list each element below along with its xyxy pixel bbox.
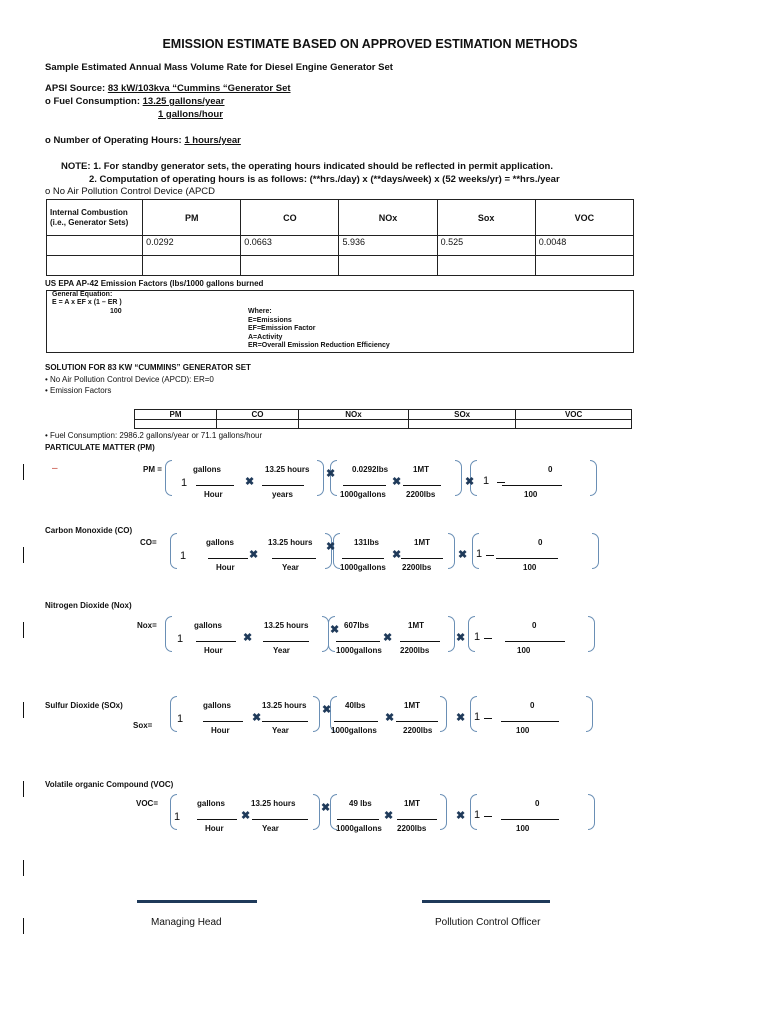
table-header-cell: SOx (408, 410, 515, 420)
numerator-1mt: 1MT (413, 465, 429, 474)
fraction-bar (403, 485, 441, 486)
numerator-gallons: gallons (194, 621, 223, 630)
fuel-label: o Fuel Consumption: (45, 96, 140, 107)
denominator-1000-gallons: 1000gallons (336, 824, 382, 833)
table-header-cell: PM (135, 410, 217, 420)
multiply-icon: ✖ (458, 549, 468, 561)
denominator-100: 100 (517, 646, 531, 655)
denominator-year: Year (282, 563, 299, 572)
numerator-hours: 13.25 hours (268, 538, 313, 547)
denominator-1000-gallons: 1000gallons (340, 490, 386, 499)
table-cell: 0.0048 (535, 236, 633, 256)
apsi-label: APSI Source: (45, 83, 106, 94)
hours-label: o Number of Operating Hours: (45, 135, 182, 146)
paren-right (588, 616, 595, 652)
fraction-bar (334, 721, 378, 722)
denominator-1000-gallons: 1000gallons (340, 563, 386, 572)
multiply-icon: ✖ (392, 549, 402, 561)
minus-sign (484, 638, 492, 639)
factor-summary-table (134, 409, 632, 429)
numerator-hours: 13.25 hours (262, 701, 307, 710)
multiply-icon: ✖ (385, 712, 395, 724)
multiply-icon: ✖ (456, 632, 466, 644)
fraction-bar (400, 641, 440, 642)
numerator-1mt: 1MT (404, 799, 420, 808)
table-header-cell: CO (216, 410, 298, 420)
denominator-2200lbs: 2200lbs (403, 726, 433, 735)
numeral-one: 1 (474, 711, 481, 723)
fraction-bar (401, 558, 443, 559)
bullet-no-apcd: • No Air Pollution Control Device (APCD): ER=0 (45, 375, 214, 384)
paren-right (586, 696, 593, 732)
margin-tick (23, 918, 24, 934)
no-apcd: o No Air Pollution Control Device (APCD (45, 186, 216, 197)
fraction-bar (197, 819, 237, 820)
paren-right (313, 794, 320, 830)
fraction-bar (396, 721, 438, 722)
denominator-year: Year (272, 726, 289, 735)
table-row (135, 420, 632, 429)
multiply-icon: ✖ (326, 541, 336, 553)
signature-pollution-control-officer: Pollution Control Officer (435, 917, 541, 928)
margin-tick (23, 702, 24, 718)
equation-label: Sox= (133, 721, 153, 730)
bullet-fuel-consumption: • Fuel Consumption: 2986.2 gallons/year or 71.1 gallons/hour (45, 431, 263, 440)
fraction-bar (397, 819, 437, 820)
numerator-gallons: gallons (197, 799, 226, 808)
margin-tick (23, 860, 24, 876)
equation-label: PM = (143, 465, 162, 474)
multiply-icon: ✖ (321, 802, 331, 814)
fuel-value-2: 1 gallons/hour (158, 109, 223, 120)
numeral-one: 1 (181, 477, 188, 489)
numerator-zero: 0 (548, 465, 553, 474)
denominator-year: Year (273, 646, 290, 655)
paren-right (313, 696, 320, 732)
fraction-bar (203, 721, 243, 722)
minus-sign (484, 816, 492, 817)
fraction-bar (342, 558, 384, 559)
margin-tick (23, 547, 24, 563)
emission-factor-table (46, 199, 634, 276)
numeral-one: 1 (180, 550, 187, 562)
numeral-one: 1 (483, 475, 490, 487)
multiply-icon: ✖ (456, 712, 466, 724)
general-eq-denominator: 100 (110, 308, 122, 315)
denominator-hour: Hour (204, 646, 223, 655)
general-eq-label: General Equation: (52, 291, 113, 298)
paren-right (448, 616, 455, 652)
fraction-bar (272, 558, 316, 559)
definition: ER=Overall Emission Reduction Efficiency (248, 342, 390, 349)
denominator-100: 100 (516, 726, 530, 735)
denominator-2200lbs: 2200lbs (402, 563, 432, 572)
signature-managing-head: Managing Head (151, 917, 222, 928)
denominator-hour: Hour (204, 490, 223, 499)
paren-right (455, 460, 462, 496)
paren-right (317, 460, 324, 496)
equation-label: VOC= (136, 799, 159, 808)
fraction-bar (501, 819, 559, 820)
denominator-hour: Hour (205, 824, 224, 833)
multiply-icon: ✖ (252, 712, 262, 724)
paren-left (170, 533, 177, 569)
general-eq-formula: E = A x EF x (1 – ER ) (52, 299, 122, 306)
equation-label: Nox= (137, 621, 157, 630)
multiply-icon: ✖ (392, 476, 402, 488)
table-cell (408, 420, 515, 429)
denominator-2200lbs: 2200lbs (400, 646, 430, 655)
multiply-icon: ✖ (249, 549, 259, 561)
fuel-value-1: 13.25 gallons/year (142, 96, 225, 107)
table-header-cell: Sox (437, 200, 535, 236)
note-2: 2. Computation of operating hours is as follows: (**hrs./day) x (**days/week) x (52 weeks/yr) = **hrs./year (89, 174, 560, 185)
paren-right (448, 533, 455, 569)
fraction-bar (505, 641, 565, 642)
numeral-one: 1 (177, 633, 184, 645)
fraction-bar (262, 485, 304, 486)
paren-right (588, 794, 595, 830)
table-cell (216, 420, 298, 429)
emission-factor: 0.0292lbs (352, 465, 389, 474)
table-cell: 0.0292 (143, 236, 241, 256)
table-cell (516, 420, 632, 429)
table-row (47, 256, 634, 276)
table-row (47, 236, 634, 256)
margin-tick (23, 781, 24, 797)
paren-right (590, 460, 597, 496)
margin-tick (23, 464, 24, 480)
table-header-row (47, 200, 634, 236)
emission-factor: 40lbs (345, 701, 366, 710)
emission-factor: 131lbs (354, 538, 379, 547)
section-title: Sulfur Dioxide (SOx) (45, 701, 123, 710)
ap42-title: US EPA AP-42 Emission Factors (lbs/1000 gallons burned (45, 279, 264, 288)
table-header-cell: NOx (339, 200, 437, 236)
fuel-consumption (45, 96, 225, 107)
multiply-icon: ✖ (243, 632, 253, 644)
numeral-one: 1 (476, 548, 483, 560)
numerator-gallons: gallons (203, 701, 232, 710)
fraction-bar (496, 558, 558, 559)
paren-left (165, 460, 172, 496)
minus-sign (497, 482, 505, 483)
table-header-cell: Internal Combustion (i.e., Generator Sets) (47, 200, 143, 236)
hours-value: 1 hours/year (184, 135, 241, 146)
section-title: Volatile organic Compound (VOC) (45, 780, 174, 789)
paren-right (592, 533, 599, 569)
table-header-cell: VOC (516, 410, 632, 420)
denominator-2200lbs: 2200lbs (397, 824, 427, 833)
denominator-year: years (272, 490, 293, 499)
denominator-1000-gallons: 1000gallons (331, 726, 377, 735)
multiply-icon: ✖ (456, 810, 466, 822)
operating-hours (45, 135, 241, 146)
table-cell (135, 420, 217, 429)
numerator-1mt: 1MT (408, 621, 424, 630)
fraction-bar (262, 721, 308, 722)
definition: A=Activity (248, 334, 283, 341)
numerator-zero: 0 (538, 538, 543, 547)
table-header-cell: VOC (535, 200, 633, 236)
numerator-hours: 13.25 hours (265, 465, 310, 474)
table-header-cell: NOx (298, 410, 408, 420)
numerator-1mt: 1MT (414, 538, 430, 547)
denominator-year: Year (262, 824, 279, 833)
section-title: Carbon Monoxide (CO) (45, 526, 133, 535)
denominator-hour: Hour (211, 726, 230, 735)
table-cell (143, 256, 241, 276)
fraction-bar (343, 485, 386, 486)
fraction-bar (502, 485, 562, 486)
numeral-one: 1 (174, 811, 181, 823)
multiply-icon: ✖ (322, 704, 332, 716)
table-cell: 0.525 (437, 236, 535, 256)
page-title: EMISSION ESTIMATE BASED ON APPROVED ESTIMATION METHODS (162, 37, 578, 51)
table-cell (298, 420, 408, 429)
numeral-one: 1 (177, 713, 184, 725)
apsi-source (45, 83, 291, 94)
definition: EF=Emission Factor (248, 325, 316, 332)
multiply-icon: ✖ (326, 468, 336, 480)
numerator-gallons: gallons (193, 465, 222, 474)
multiply-icon: ✖ (383, 632, 393, 644)
emission-factor: 49 lbs (349, 799, 372, 808)
table-header-cell: CO (241, 200, 339, 236)
numeral-one: 1 (474, 631, 481, 643)
multiply-icon: ✖ (465, 476, 475, 488)
fraction-bar (252, 819, 308, 820)
numerator-hours: 13.25 hours (264, 621, 309, 630)
definition: E=Emissions (248, 317, 292, 324)
table-cell (241, 256, 339, 276)
multiply-icon: ✖ (245, 476, 255, 488)
table-cell (437, 256, 535, 276)
paren-right (440, 794, 447, 830)
table-cell: 5.936 (339, 236, 437, 256)
signature-line (137, 900, 257, 903)
numerator-zero: 0 (530, 701, 535, 710)
fraction-bar (501, 721, 559, 722)
apsi-value: 83 kW/103kva “Cummins “Generator Set (107, 83, 291, 94)
red-dash: – (52, 463, 58, 474)
table-cell (47, 236, 143, 256)
table-cell: 0.0663 (241, 236, 339, 256)
numeral-one: 1 (474, 809, 481, 821)
paren-right (440, 696, 447, 732)
multiply-icon: ✖ (241, 810, 251, 822)
denominator-2200lbs: 2200lbs (406, 490, 436, 499)
section-title: Nitrogen Dioxide (Nox) (45, 601, 132, 610)
fraction-bar (196, 485, 234, 486)
minus-sign (486, 555, 494, 556)
denominator-100: 100 (516, 824, 530, 833)
equation-label: CO= (140, 538, 157, 547)
multiply-icon: ✖ (330, 624, 340, 636)
emission-factor: 607lbs (344, 621, 369, 630)
signature-line (422, 900, 550, 903)
numerator-zero: 0 (535, 799, 540, 808)
margin-tick (23, 622, 24, 638)
numerator-gallons: gallons (206, 538, 235, 547)
fraction-bar (336, 641, 380, 642)
numerator-hours: 13.25 hours (251, 799, 296, 808)
subtitle: Sample Estimated Annual Mass Volume Rate for Diesel Engine Generator Set (45, 62, 393, 73)
denominator-hour: Hour (216, 563, 235, 572)
minus-sign (484, 718, 492, 719)
solution-title: SOLUTION FOR 83 KW “CUMMINS” GENERATOR SET (45, 363, 251, 372)
table-cell (47, 256, 143, 276)
numerator-zero: 0 (532, 621, 537, 630)
fraction-bar (263, 641, 309, 642)
multiply-icon: ✖ (384, 810, 394, 822)
fraction-bar (196, 641, 236, 642)
table-header-row (135, 410, 632, 420)
where-label: Where: (248, 308, 272, 315)
bullet-emission-factors: • Emission Factors (45, 386, 112, 395)
section-title: PARTICULATE MATTER (PM) (45, 443, 155, 452)
paren-left (170, 696, 177, 732)
table-header-cell: PM (143, 200, 241, 236)
denominator-100: 100 (524, 490, 538, 499)
denominator-1000-gallons: 1000gallons (336, 646, 382, 655)
table-cell (535, 256, 633, 276)
fraction-bar (208, 558, 248, 559)
table-cell (339, 256, 437, 276)
denominator-100: 100 (523, 563, 537, 572)
paren-left (165, 616, 172, 652)
fraction-bar (337, 819, 379, 820)
numerator-1mt: 1MT (404, 701, 420, 710)
note-1: NOTE: 1. For standby generator sets, the operating hours indicated should be reflected in permit application. (61, 161, 553, 172)
